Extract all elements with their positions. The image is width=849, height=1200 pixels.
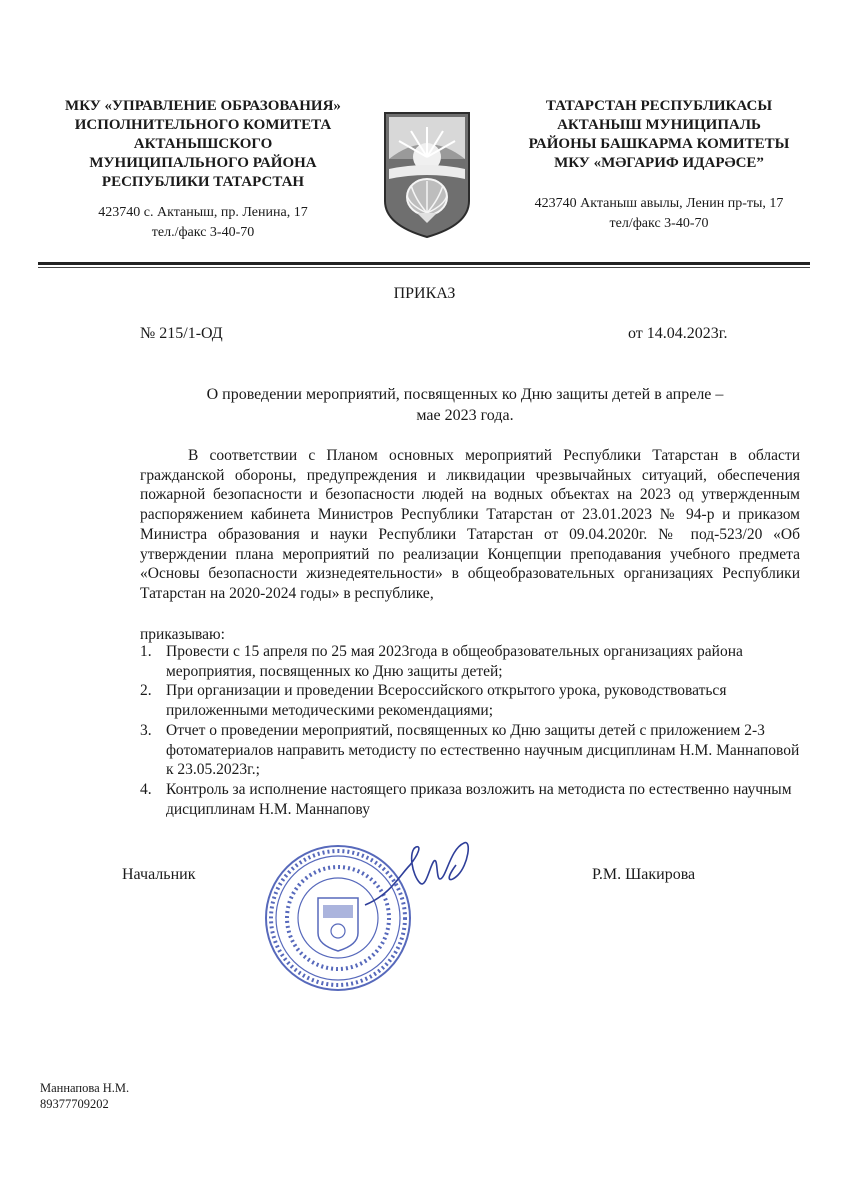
item-number: 1. [140, 643, 152, 660]
sender-address-ru [40, 203, 366, 243]
list-item [140, 721, 800, 780]
org-line: ТАТАРСТАН РЕСПУБЛИКАСЫ [545, 98, 773, 114]
item-text: Отчет о проведении мероприятий, посвященных ко Дню защиты детей с приложением 2-3 фотоматериалов направить методисту по естественно научным дисциплинам Н.М. Маннаповой к 23.05.2023г.; [166, 721, 800, 779]
subject-line: мае 2023 года. [416, 407, 514, 424]
list-item [140, 780, 800, 819]
address-line: 423740 с. Актаныш, пр. Ленина, 17 [98, 205, 308, 220]
executor-phone: 89377709202 [40, 1097, 109, 1111]
document-date: от 14.04.2023г. [628, 325, 728, 342]
sender-org-name-tt [494, 97, 824, 173]
sender-org-name-ru [40, 97, 366, 192]
org-line: ИСПОЛНИТЕЛЬНОГО КОМИТЕТА [74, 117, 332, 133]
executor-info [40, 1080, 129, 1112]
item-text: Контроль за исполнение настоящего приказа возложить на методиста по естественно научным дисциплинам Н.М. Маннапову [166, 780, 792, 818]
preamble-text: В соответствии с Планом основных мероприятий Республики Татарстан в области гражданской обороны, предупреждения и ликвидации чрезвычайных ситуаций, обеспечения пожарной безопасности и безопасности людей на водных объектах на 2023 од утвержденным распоряжением кабинета Министров Республики Татарстан от 23.01.2023 № 94-р и приказом Министра образования и науки Республики Татарстан от 09.04.2020г. № под-523/20 «Об утверждении плана мероприятий по реализации Концепции преподавания учебного предмета «Основы безопасности жизнедеятельности» в общеобразовательных организациях Республики Татарстан на 2020-2024 годы» в республике, [140, 447, 800, 602]
item-number: 3. [140, 721, 152, 739]
org-line: АКТАНЫШ МУНИЦИПАЛЬ [557, 117, 761, 133]
item-number: 4. [140, 780, 152, 798]
document-number: № 215/1-ОД [140, 325, 223, 342]
handwritten-signature-icon [360, 835, 490, 915]
coat-of-arms-icon [381, 109, 473, 241]
preamble [140, 446, 800, 604]
sender-address-tt [494, 194, 824, 234]
order-word: приказываю: [140, 626, 225, 643]
header-divider [38, 262, 810, 265]
list-item [140, 681, 800, 720]
item-number: 2. [140, 682, 152, 700]
list-item [140, 642, 800, 681]
subject-line: О проведении мероприятий, посвященных ко Дню защиты детей в апреле – [206, 386, 724, 403]
signatory-title: Начальник [122, 866, 196, 883]
org-line: МКУ «УПРАВЛЕНИЕ ОБРАЗОВАНИЯ» [65, 98, 341, 114]
org-line: МКУ «МӘГАРИФ ИДАРӘСЕ” [554, 155, 764, 171]
org-line: РЕСПУБЛИКИ ТАТАРСТАН [101, 174, 305, 190]
document-subject [150, 384, 780, 426]
document-type: ПРИКАЗ [393, 285, 456, 302]
phone-line: тел/факс 3-40-70 [609, 216, 709, 231]
phone-line: тел./факс 3-40-70 [151, 225, 255, 240]
org-line: МУНИЦИПАЛЬНОГО РАЙОНА [89, 155, 317, 171]
org-line: РАЙОНЫ БАШКАРМА КОМИТЕТЫ [528, 136, 790, 152]
org-line: АКТАНЫШСКОГО [133, 136, 273, 152]
address-line: 423740 Актаныш авылы, Ленин пр-ты, 17 [534, 196, 784, 211]
item-text: При организации и проведении Всероссийского открытого урока, руководствоваться приложенными методическими рекомендациями; [166, 682, 727, 720]
order-items-list [140, 642, 800, 819]
signatory-name: Р.М. Шакирова [592, 866, 696, 883]
executor-name: Маннапова Н.М. [40, 1081, 130, 1095]
item-text: Провести с 15 апреля по 25 мая 2023года в общеобразовательных организациях района мероприятия, посвященных ко Дню защиты детей; [166, 643, 743, 680]
header-divider-thin [38, 267, 810, 268]
